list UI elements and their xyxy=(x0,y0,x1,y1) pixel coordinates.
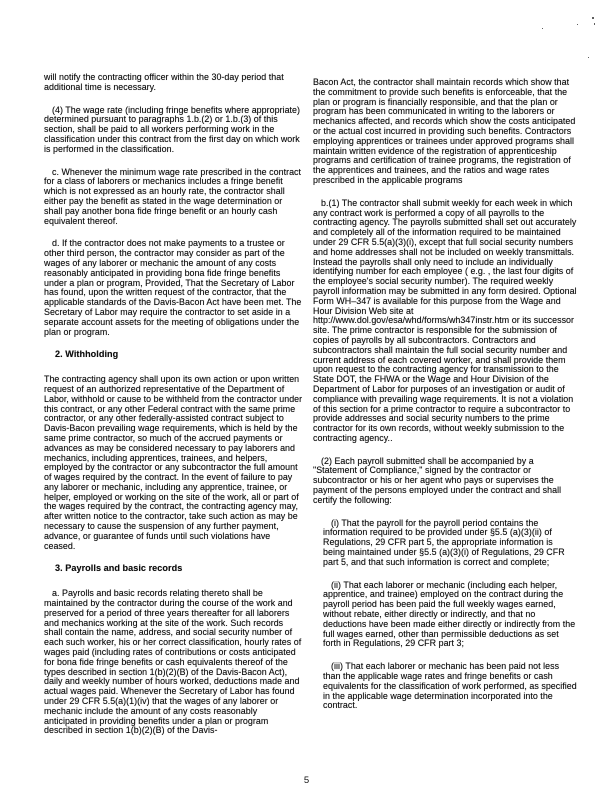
two-column-text-body xyxy=(44,0,577,749)
para-bacon-act-records: Bacon Act, the contractor shall maintain records which show that the commitment to provide such benefits is enforceable, that the plan or program is financially responsible, and that the plan or program has been communicated in writing to the laborers or mechanics affected, and records which show the costs anticipated or the actual cost incurred in providing such benefits. Contractors employing apprentices or trainees under approved programs shall maintain written evidence of the registration of apprenticeship programs and certification of trainee programs, the registration of the apprentices and trainees, and the ratios and wage rates prescribed in the applicable programs xyxy=(313,77,576,185)
para-b1-weekly-payroll-submission: b.(1) The contractor shall submit weekly for each week in which any contract work is performed a copy of all payrolls to the contracting agency. The payrolls submitted shall set out accurately and completely all of the information required to be maintained under 29 CFR 5.5(a)(3)(i), except that full social security numbers and home addresses shall not be included on weekly transmittals. Instead the payrolls shall only need to include an individually identifying number for each employee ( e.g. , the last four digits of the employee's social security number). The required weekly payroll information may be submitted in any form desired. Optional Form WH–347 is available for this purpose from the Wage and Hour Division Web site at http://www.dol.gov/esa/whd/forms/wh347instr.htm or its successor site. The prime contractor is responsible for the submission of copies of payrolls by all subcontractors. Contractors and subcontractors shall maintain the full social security number and current address of each covered worker, and shall provide them upon request to the contracting agency for transmission to the State DOT, the FHWA or the Wage and Hour Division of the Department of Labor for purposes of an investigation or audit of compliance with prevailing wage requirements. It is not a violation of this section for a prime contractor to require a subcontractor to provide addresses and social security numbers to the prime contractor for its own records, without weekly submission to the contracting agency.. xyxy=(313,197,577,443)
para-d-trustee-payments: d. If the contractor does not make payments to a trustee or other third person, the contractor may consider as part of the wages of any laborer or mechanic the amount of any costs reasonably anticipated in providing bona fide fringe benefits under a plan or program, Provided, That the Secretary of Labor has found, upon the written request of the contractor, that the applicable standards of the Davis-Bacon Act have been met. The Secretary of Labor may require the contractor to set aside in a separate account assets for the meeting of obligations under the plan or program. xyxy=(44,238,302,337)
left-column xyxy=(44,0,303,749)
para-iii-applicable-wage-rates: (iii) That each laborer or mechanic has been paid not less than the applicable wage rates and fringe benefits or cash equivalents for the classification of work performed, as specified in the applicable wage determination incorporated into the contract. xyxy=(323,661,577,711)
para-ii-full-weekly-wages: (ii) That each laborer or mechanic (including each helper, apprentice, and trainee) employed on the contract during the payroll period has been paid the full weekly wages earned, without rebate, either directly or indirectly, and that no deductions have been made either directly or indirectly from the full wages earned, other than permissible deductions as set forth in Regulations, 29 CFR part 3; xyxy=(323,579,576,649)
scan-speck xyxy=(588,57,589,58)
para-2-statement-of-compliance: (2) Each payroll submitted shall be accompanied by a "Statement of Compliance," signed by the contractor or subcontractor or his or her agent who pays or supervises the payment of the persons employed under the contract and shall certify the following: xyxy=(313,455,562,505)
scan-speck xyxy=(594,23,595,25)
right-column xyxy=(313,0,577,724)
heading-payrolls-basic-records: 3. Payrolls and basic records xyxy=(55,563,183,574)
para-i-payroll-information: (i) That the payroll for the payroll period contains the information required to be provided under §5.5 (a)(3)(ii) of Regulations, 29 CFR part 5, the appropriate information is being maintained under §5.5 (a)(3)(i) of Regulations, 29 CFR part 5, and that such information is correct and complete; xyxy=(323,517,565,567)
page-number: 5 xyxy=(303,775,310,786)
scan-speck xyxy=(592,17,594,19)
scan-speck xyxy=(577,24,578,25)
para-additional-time: will notify the contracting officer within the 30-day period that additional time is necessary. xyxy=(44,72,284,92)
para-a-payroll-records: a. Payrolls and basic records relating thereto shall be maintained by the contractor during the course of the work and preserved for a period of three years thereafter for all laborers and mechanics working at the site of the work. Such records shall contain the name, address, and social security number of each such worker, his or her correct classification, hourly rates of wages paid (including rates of contributions or costs anticipated for bona fide fringe benefits or cash equivalents thereof of the types described in section 1(b)(2)(B) of the Davis-Bacon Act), daily and weekly number of hours worked, deductions made and actual wages paid. Whenever the Secretary of Labor has found under 29 CFR 5.5(a)(1)(iv) that the wages of any laborer or mechanic include the amount of any costs reasonably anticipated in providing benefits under a plan or program described in section 1(b)(2)(B) of the Davis- xyxy=(44,588,302,736)
para-4-wage-rate: (4) The wage rate (including fringe benefits where appropriate) determined pursuant to paragraphs 1.b.(2) or 1.b.(3) of this section, shall be paid to all workers performing work in the classification under this contract from the first day on which work is performed in the classification. xyxy=(44,104,301,154)
heading-withholding: 2. Withholding xyxy=(55,349,119,360)
para-c-fringe-benefit: c. Whenever the minimum wage rate prescribed in the contract for a class of laborers or mechanics includes a fringe benefit which is not expressed as an hourly rate, the contractor shall either pay the benefit as stated in the wage determination or shall pay another bona fide fringe benefit or an hourly cash equivalent thereof. xyxy=(44,166,302,226)
para-withholding-body: The contracting agency shall upon its own action or upon written request of an authorized representative of the Department of Labor, withhold or cause to be withheld from the contractor under this contract, or any other Federal contract with the same prime contractor, or any other federally-assisted contract subject to Davis-Bacon prevailing wage requirements, which is held by the same prime contractor, so much of the accrued payments or advances as may be considered necessary to pay laborers and mechanics, including apprentices, trainees, and helpers, employed by the contractor or any subcontractor the full amount of wages required by the contract. In the event of failure to pay any laborer or mechanic, including any apprentice, trainee, or helper, employed or working on the site of the work, all or part of the wages required by the contract, the contracting agency may, after written notice to the contractor, take such action as may be necessary to cause the suspension of any further payment, advance, or guarantee of funds until such violations have ceased. xyxy=(44,374,303,551)
